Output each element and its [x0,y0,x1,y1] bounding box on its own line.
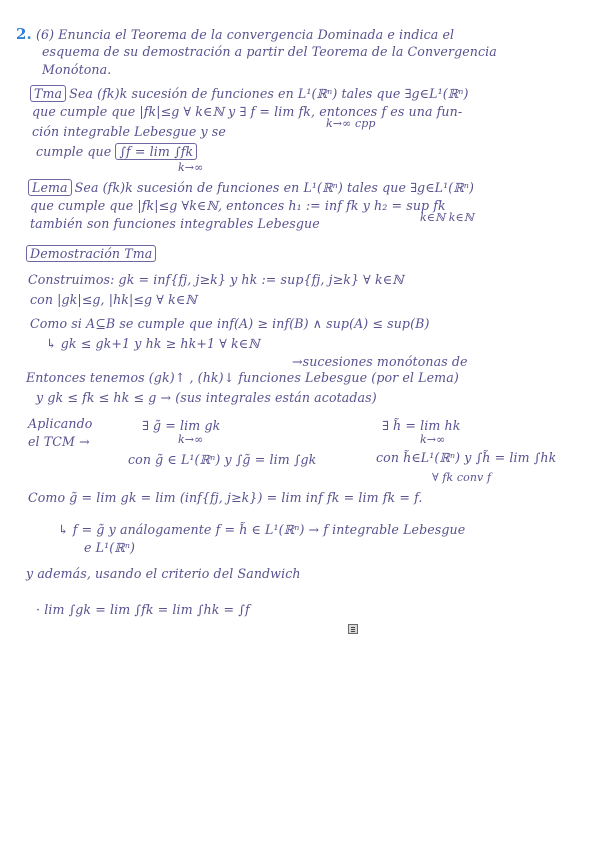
proof-line-4: ↳ gk ≤ gk+1 y hk ≥ hk+1 ∀ k∈ℕ [46,336,260,351]
lemma-line-3: también son funciones integrables Lebesgue [30,216,320,231]
question-number: 2. [16,25,32,43]
proof-convergence-note: ∀ fk conv f [432,471,492,484]
proof-h-limit: ∃ h̃ = lim hk [382,418,461,433]
proof-line-5: Entonces tenemos (gk)↑ , (hk)↓ funciones Lebesgue (por el Lema) [26,370,459,385]
theorem-line-4 [36,144,197,160]
proof-title [26,246,159,262]
question-line-3: Monótona. [42,62,112,77]
proof-h-limit-subscript: k→∞ [420,433,446,446]
lemma-line-2: que cumple que |fk|≤g ∀k∈ℕ, entonces h₁ := inf fk y h₂ = sup fk [30,198,446,213]
theorem-conclusion-box: ∫f = lim ∫fk [115,143,197,160]
proof-line-10: Como g̃ = lim gk = lim (inf{fj, j≥k}) = lim inf fk = lim fk = f. [28,490,423,505]
proof-line-2: con |gk|≤g, |hk|≤g ∀ k∈ℕ [30,292,197,307]
document-icon [348,624,358,634]
proof-h-integral: con h̃∈L¹(ℝⁿ) y ∫h̃ = lim ∫hk [376,450,557,465]
proof-g-limit: ∃ g̃ = lim gk [142,418,221,433]
proof-g-integral: con g̃ ∈ L¹(ℝⁿ) y ∫g̃ = lim ∫gk [128,452,317,467]
theorem-conclusion-subscript: k→∞ [178,161,204,174]
question-line-1 [16,26,454,43]
proof-line-12: e L¹(ℝⁿ) [84,540,136,555]
proof-line-1: Construimos: gk = inf{fj, j≥k} y hk := sup{fj, j≥k} ∀ k∈ℕ [28,272,404,287]
theorem-conclusion-prefix: cumple que [36,144,112,159]
proof-line-14: · lim ∫gk = lim ∫fk = lim ∫hk = ∫f [36,602,250,617]
lemma-text-1: Sea (fk)k sucesión de funciones en L¹(ℝⁿ) tales que ∃g∈L¹(ℝⁿ) [74,180,475,195]
proof-title-label: Demostración Tma [26,245,156,262]
proof-g-limit-subscript: k→∞ [178,433,204,446]
proof-line-3: Como si A⊆B se cumple que inf(A) ≥ inf(B) ∧ sup(A) ≤ sup(B) [30,316,430,331]
question-line-2: esquema de su demostración a partir del Teorema de la Convergencia [42,44,497,59]
theorem-label: Tma [30,85,66,102]
theorem-text-1: Sea (fk)k sucesión de funciones en L¹(ℝⁿ) tales que ∃g∈L¹(ℝⁿ) [69,86,469,101]
proof-line-11: ↳ f = g̃ y análogamente f = h̃ ∈ L¹(ℝⁿ) → f integrable Lebesgue [58,522,466,537]
proof-apply-label: Aplicando [28,416,93,431]
proof-line-13: y además, usando el criterio del Sandwich [26,566,301,581]
theorem-line-2: que cumple que |fk|≤g ∀ k∈ℕ y ∃ f = lim fk, entonces f es una fun- [32,104,463,119]
proof-tcm-label: el TCM → [28,434,90,449]
theorem-line-1 [30,86,469,102]
proof-line-6: y gk ≤ fk ≤ hk ≤ g → (sus integrales están acotadas) [36,390,377,405]
theorem-limit-subscript: k→∞ cpp [326,117,376,130]
lemma-subscripts: k∈ℕ k∈ℕ [420,211,474,224]
theorem-line-3: ción integrable Lebesgue y se [32,124,226,139]
question-text-1: (6) Enuncia el Teorema de la convergencia Dominada e indica el [35,27,455,42]
lemma-line-1 [28,180,474,196]
lemma-label: Lema [28,179,72,196]
proof-note-monotone: →sucesiones monótonas de [292,354,468,369]
